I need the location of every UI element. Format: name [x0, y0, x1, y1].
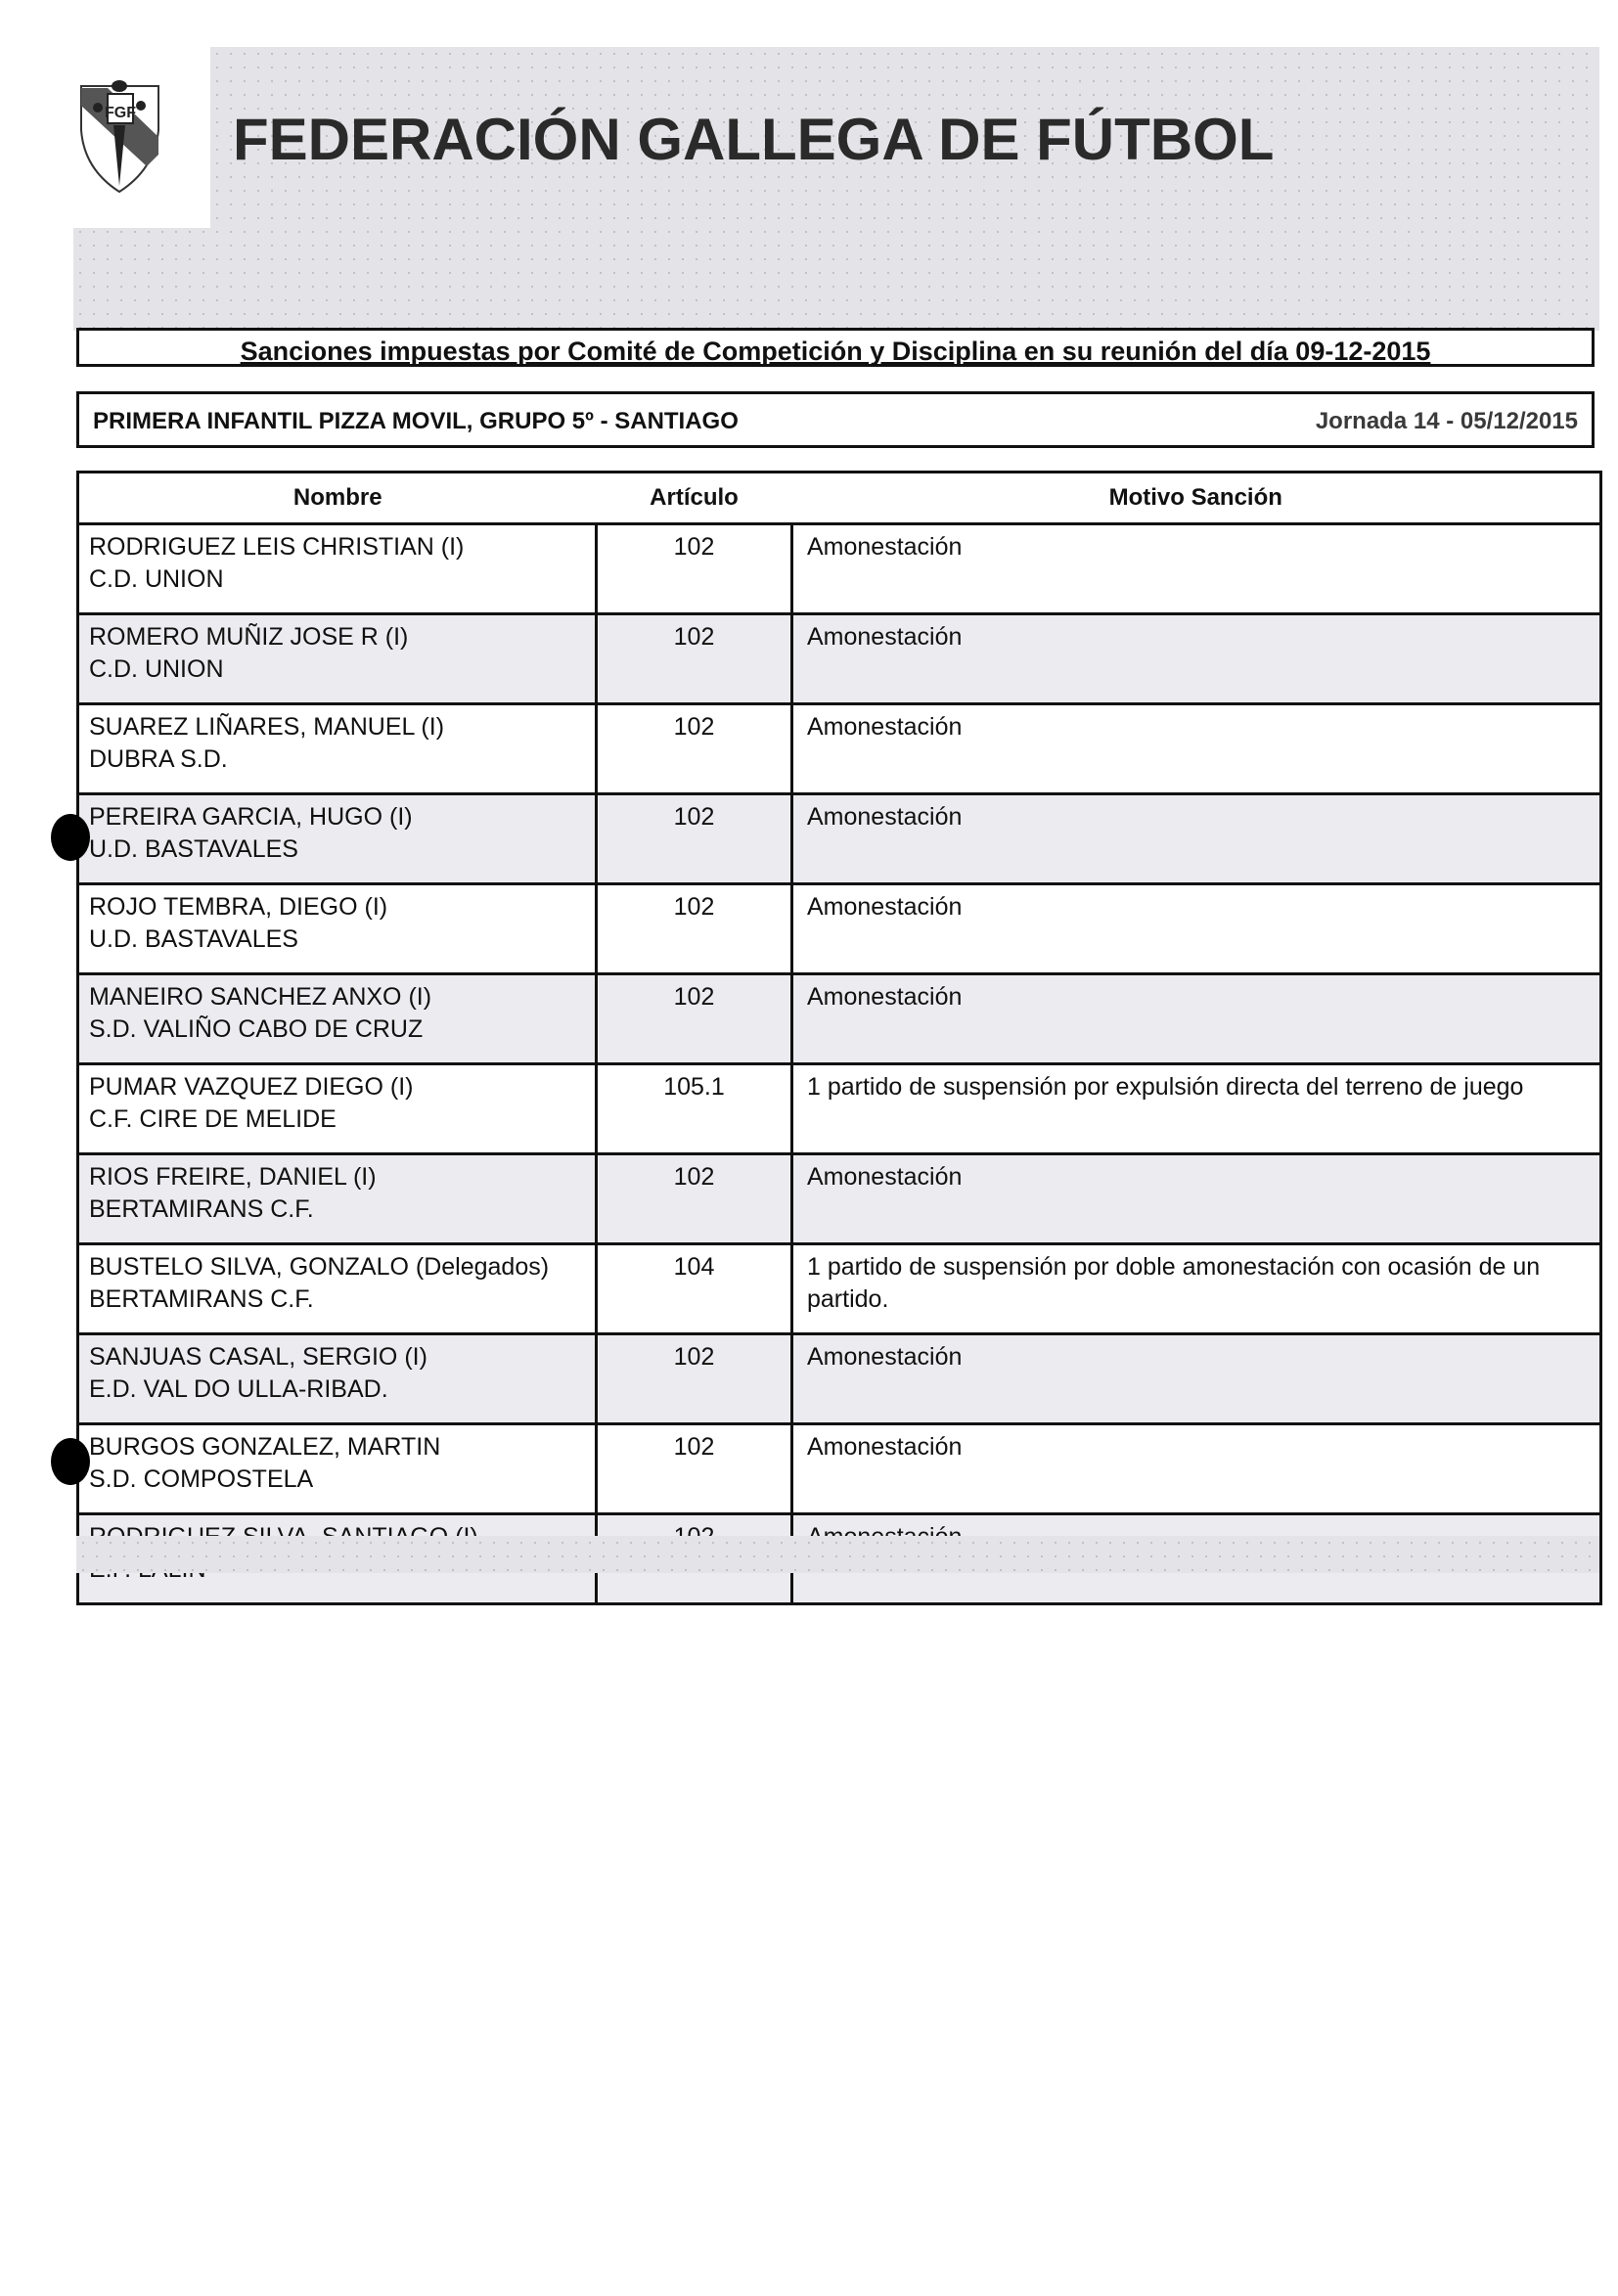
player-cell: [78, 704, 597, 794]
player-cell: [78, 1064, 597, 1154]
player-name: MANEIRO SANCHEZ ANXO (I): [89, 983, 432, 1011]
table-row: [78, 614, 1601, 704]
club-name: S.D. COMPOSTELA: [89, 1465, 314, 1493]
player-cell: [78, 1244, 597, 1334]
article-cell: 104: [597, 1244, 792, 1334]
article-cell: 102: [597, 614, 792, 704]
player-cell: [78, 524, 597, 614]
article-cell: 102: [597, 974, 792, 1064]
table-row: [78, 1244, 1601, 1334]
table-row: [78, 704, 1601, 794]
reason-cell: Amonestación: [792, 1424, 1601, 1514]
player-name: ROJO TEMBRA, DIEGO (I): [89, 893, 388, 921]
punch-hole-mark: [51, 814, 90, 861]
player-name: BURGOS GONZALEZ, MARTIN: [89, 1433, 441, 1461]
sanctions-heading: Sanciones impuestas por Comité de Competición y Disciplina en su reunión del día 09-12-2015: [240, 337, 1431, 366]
player-cell: [78, 1154, 597, 1244]
article-cell: 102: [597, 1424, 792, 1514]
table-row: [78, 1064, 1601, 1154]
table-row: [78, 974, 1601, 1064]
player-cell: [78, 614, 597, 704]
column-header-motivo: Motivo Sanción: [792, 473, 1601, 524]
player-cell: [78, 1334, 597, 1424]
reason-cell: Amonestación: [792, 794, 1601, 884]
header-banner: [73, 47, 1599, 331]
organization-title: FEDERACIÓN GALLEGA DE FÚTBOL: [233, 107, 1275, 172]
article-cell: 102: [597, 704, 792, 794]
reason-cell: Amonestación: [792, 614, 1601, 704]
sanctions-table: [76, 471, 1602, 1605]
article-cell: 105.1: [597, 1064, 792, 1154]
punch-hole-mark: [51, 1438, 90, 1485]
sanctions-heading-box: [76, 328, 1595, 367]
article-cell: 102: [597, 1154, 792, 1244]
table-row: [78, 524, 1601, 614]
player-name: PEREIRA GARCIA, HUGO (I): [89, 803, 413, 831]
table-row: [78, 1424, 1601, 1514]
player-name: ROMERO MUÑIZ JOSE R (I): [89, 623, 409, 651]
reason-cell: Amonestación: [792, 974, 1601, 1064]
club-name: S.D. VALIÑO CABO DE CRUZ: [89, 1015, 424, 1043]
jornada-date: Jornada 14 - 05/12/2015: [1315, 408, 1578, 434]
article-cell: 102: [597, 524, 792, 614]
club-name: DUBRA S.D.: [89, 745, 228, 773]
fgf-shield-logo-icon: [78, 76, 161, 194]
table-row: [78, 794, 1601, 884]
column-header-articulo: Artículo: [597, 473, 792, 524]
player-cell: [78, 794, 597, 884]
club-name: E.D. VAL DO ULLA-RIBAD.: [89, 1375, 388, 1403]
reason-cell: Amonestación: [792, 1334, 1601, 1424]
club-name: C.D. UNION: [89, 655, 224, 683]
player-name: SUAREZ LIÑARES, MANUEL (I): [89, 713, 445, 741]
reason-cell: 1 partido de suspensión por doble amonestación con ocasión de un partido.: [792, 1244, 1601, 1334]
club-name: U.D. BASTAVALES: [89, 925, 298, 953]
reason-cell: Amonestación: [792, 704, 1601, 794]
reason-cell: Amonestación: [792, 524, 1601, 614]
column-header-nombre: Nombre: [78, 473, 597, 524]
table-row: [78, 884, 1601, 974]
player-name: RIOS FREIRE, DANIEL (I): [89, 1163, 377, 1191]
club-name: C.D. UNION: [89, 565, 224, 593]
competition-info-box: [76, 391, 1595, 448]
player-cell: [78, 974, 597, 1064]
player-name: BUSTELO SILVA, GONZALO (Delegados): [89, 1253, 550, 1281]
table-row: [78, 1154, 1601, 1244]
competition-name: PRIMERA INFANTIL PIZZA MOVIL, GRUPO 5º - SANTIAGO: [93, 408, 739, 434]
club-name: C.F. CIRE DE MELIDE: [89, 1105, 337, 1133]
club-name: BERTAMIRANS C.F.: [89, 1195, 314, 1223]
article-cell: 102: [597, 1334, 792, 1424]
club-name: U.D. BASTAVALES: [89, 835, 298, 863]
reason-cell: 1 partido de suspensión por expulsión directa del terreno de juego: [792, 1064, 1601, 1154]
club-name: BERTAMIRANS C.F.: [89, 1285, 314, 1313]
reason-cell: Amonestación: [792, 1154, 1601, 1244]
article-cell: 102: [597, 794, 792, 884]
player-name: PUMAR VAZQUEZ DIEGO (I): [89, 1073, 414, 1101]
player-name: RODRIGUEZ LEIS CHRISTIAN (I): [89, 533, 465, 561]
footer-band: [76, 1536, 1599, 1573]
svg-text:FGF: FGF: [105, 105, 136, 121]
article-cell: 102: [597, 884, 792, 974]
reason-cell: Amonestación: [792, 884, 1601, 974]
table-row: [78, 1334, 1601, 1424]
table-header-row: [78, 473, 1601, 524]
player-cell: [78, 1424, 597, 1514]
player-name: SANJUAS CASAL, SERGIO (I): [89, 1343, 427, 1371]
player-cell: [78, 884, 597, 974]
